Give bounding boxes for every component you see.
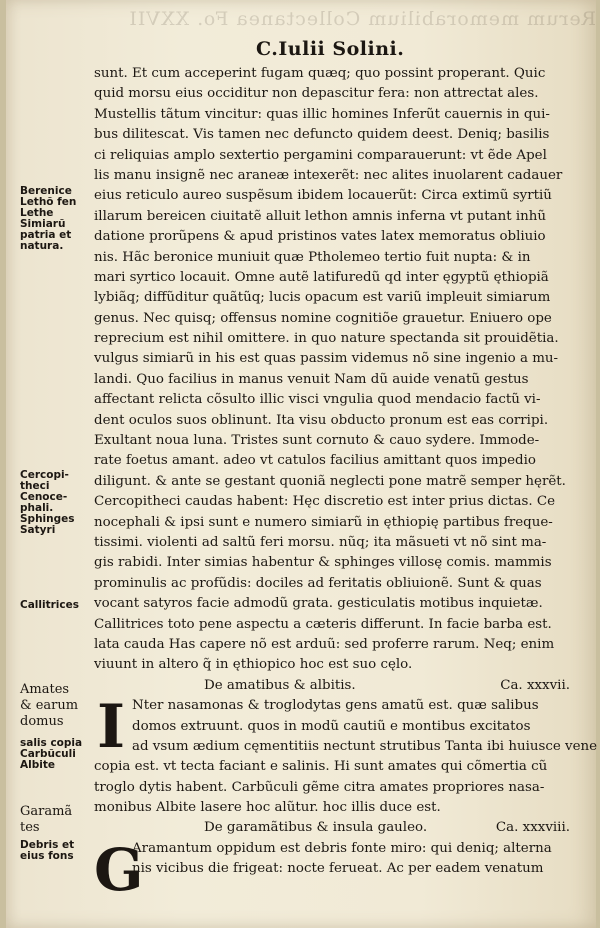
text-line: copia est. vt tecta faciant e salinis. Hi sunt amates qui cõmertia cũ: [94, 759, 548, 775]
text-line: affectant relicta cõsulto illic visci vngulia quod mendacio factũ vi-: [94, 392, 541, 408]
text-line: bus dilitescat. Vis tamen nec defuncto quidem deest. Deniq; basilis: [94, 127, 550, 143]
text-line: Cercopitheci caudas habent: Hęc discretio est inter prius dictas. Ce: [94, 494, 556, 510]
text-line: lis manu insignẽ nec araneæ intexerẽt: nec alites inuolarent cadauer: [94, 167, 563, 183]
text-line: domos extruunt. quos in modũ cautiũ e montibus excitatos: [132, 718, 531, 734]
chapter-number: Ca. xxxviii.: [495, 820, 570, 836]
text-line: mari syrtico locauit. Omne autẽ latifuredũ qd inter ęgyptũ ęthiopiã: [94, 269, 549, 285]
text-line: prominulis ac profũdis: dociles ad feritatis obliuionẽ. Sunt & quas: [94, 575, 542, 591]
margin-note: Callitrices: [20, 599, 79, 611]
text-line: landi. Quo facilius in manus venuit Nam dũ auide venatũ gestus: [94, 371, 529, 387]
text-line: datione prorũpens & apud pristinos vates latex memoratus obliuio: [94, 229, 546, 245]
text-line: viuunt in altero q̃ in ęthiopico hoc est suo cęlo.: [94, 657, 413, 673]
text-line: Mustellis tãtum vincitur: quas illic homines Inferũt cauernis in qui-: [94, 106, 550, 122]
margin-note: Garamã tes: [20, 804, 73, 835]
text-line: troglo dytis habent. Carbũculi gẽme citra amates propriores nasa-: [94, 779, 545, 795]
body-text: [94, 64, 584, 676]
text-line: eius reticulo aureo suspẽsum ibidem locauerũt: Circa extimũ syrtiũ: [94, 188, 552, 204]
text-line: sunt. Et cum acceperint fugam quæq; quo possint properant. Quic: [94, 66, 546, 81]
section-paragraph: [94, 835, 584, 904]
section-paragraph: [94, 692, 598, 818]
text-line: Nter nasamonas & troglodytas gens amatũ est. quæ salibus: [132, 698, 539, 714]
text-line: genus. Nec quisq; offensus nomine cognitiõe grauetur. Eniuero ope: [94, 310, 552, 326]
text-line: gis rabidi. Inter simias habentur & sphinges villosę comis. mammis: [94, 555, 552, 571]
text-line: quid morsu eius occiditur non depascitur fera: non attrectat ales.: [94, 86, 539, 102]
text-line: ci reliquias amplo sextertio pergamini comparauerunt: vt ẽde Apel: [94, 147, 547, 163]
margin-note: Berenice Lethõ fen Lethe Simiarũ patria et natura.: [20, 185, 77, 252]
text-line: dent oculos suos oblinunt. Ita visu obducto pronum est eas corripi.: [94, 412, 549, 428]
text-line: nis. Hãc beronice muniuit quæ Ptholemeo tertio fuit nupta: & in: [94, 249, 531, 265]
text-line: nocephali & ipsi sunt e numero simiarũ in ęthiopię partibus freque-: [94, 514, 553, 530]
text-line: tissimi. violenti ad saltũ feri morsu. nũq; ita mãsueti vt nõ sint ma-: [94, 534, 547, 550]
text-line: lybiãq; diffũditur quãtũq; lucis opacum est variũ impleuit simiarum: [94, 290, 551, 306]
text-line: Callitrices toto pene aspectu a cæteris differunt. In facie barba est.: [94, 616, 552, 632]
text-line: lata cauda Has capere nõ est arduũ: sed proferre rarum. Neq; enim: [94, 636, 555, 652]
text-line: illarum bereicen ciuitatẽ alluit lethon amnis inferna vt putant inhũ: [94, 208, 547, 224]
drop-cap: G: [94, 835, 144, 904]
text-line: reprecium est nihil omittere. in quo nature spectanda sit prouidẽtia.: [94, 331, 559, 347]
drop-cap: I: [96, 692, 126, 763]
margin-note: Amates & earum domus: [20, 682, 79, 729]
margin-note: salis copia Carbũculi Albite: [20, 737, 83, 771]
section-heading: [94, 818, 584, 838]
text-line: vulgus simiarũ in his est quas passim videmus nõ sine ingenio a mu-: [94, 351, 559, 367]
section-title: De garamãtibus & insula gauleo.: [204, 820, 428, 836]
main-text: [94, 64, 598, 904]
text-line: monibus Albite lasere hoc alũtur. hoc illis duce est.: [94, 800, 441, 816]
section-title: De amatibus & albitis.: [204, 677, 356, 693]
running-head: C.Iulii Solini.: [256, 38, 405, 60]
chapter-number: Ca. xxxvii.: [500, 677, 570, 693]
margin-note: Debris et eius fons: [20, 839, 75, 862]
text-line: nis vicibus die frigeat: nocte ferueat. Ac per eadem venatum: [132, 861, 544, 877]
show-through-text: Rerum memorabilium Collectanea Fo. XXVII: [128, 8, 596, 30]
text-line: diligunt. & ante se gestant quoniã neglecti pone matrẽ semper hęrẽt.: [94, 473, 566, 489]
section-heading: [94, 676, 584, 696]
book-page: [6, 0, 596, 928]
text-line: vocant satyros facie admodũ grata. gesticulatis motibus inquietæ.: [94, 596, 543, 612]
margin-note: Cercopi- theci Cenoce- phali. Sphinges Satyri: [20, 469, 75, 536]
text-line: Exultant noua luna. Tristes sunt cornuto & cauo sydere. Immode-: [94, 433, 540, 449]
text-line: ad vsum ædium cęmentitiis nectunt strutibus Tanta ibi huiusce vene: [132, 738, 598, 754]
text-line: rate foetus amant. adeo vt catulos facilius amittant quos impedio: [94, 453, 536, 469]
text-line: Aramantum oppidum est debris fonte miro: qui deniq; alterna: [132, 840, 552, 856]
